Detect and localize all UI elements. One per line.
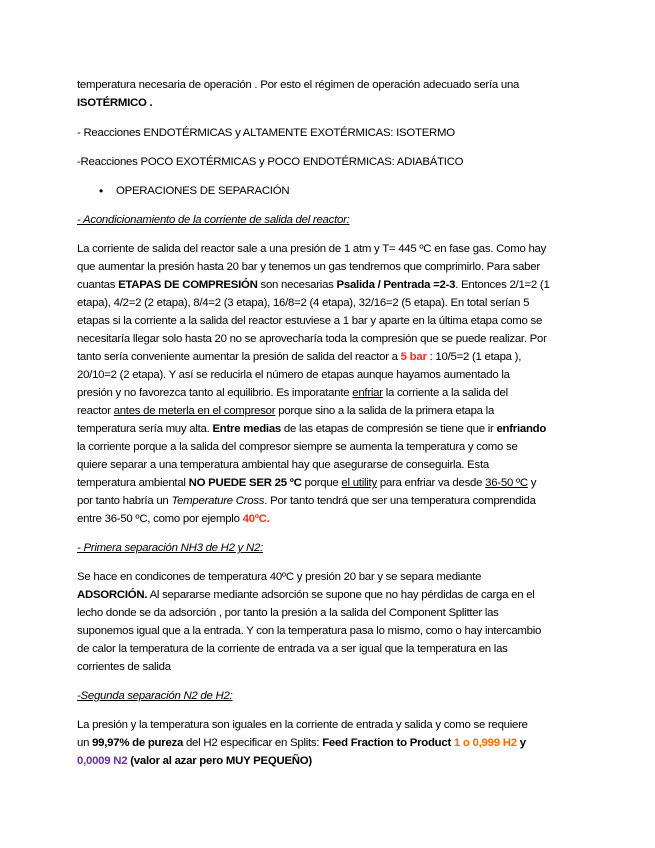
sec2-line: corrientes de salida xyxy=(77,661,171,673)
bullet-dot-icon: • xyxy=(99,184,103,198)
sec1-line: entre 36-50 ºC, como por ejemplo 40ºC. xyxy=(77,513,270,525)
sec3-line: un 99,97% de pureza del H2 especificar en Splits: Feed Fraction to Product 1 o 0,999 H2 y xyxy=(77,737,526,749)
sec1-line: por tanto habría un Temperature Cross. Por tanto tendrá que ser una temperatura comprendida xyxy=(77,495,536,507)
sec1-line: presión y no favorezca tanto al equilibrio. Es imporatante enfriar la corriente a la salida del xyxy=(77,387,508,399)
sec1-line: reactor antes de meterla en el compresor porque sino a la salida de la primera etapa la xyxy=(77,405,495,417)
sec2-line: Se hace en condicones de temperatura 40ºC y presión 20 bar y se separa mediante xyxy=(77,571,482,583)
sec1-line: etapa), 4/2=2 (2 etapa), 8/4=2 (3 etapa), 16/8=2 (4 etapa), 32/16=2 (5 etapa). En total serían 5 xyxy=(77,297,530,309)
sec2-line: de calor la temperatura de la corriente de entrada va a ser igual que la temperatura en las xyxy=(77,643,508,655)
sec1-line: temperatura ambiental NO PUEDE SER 25 ºC porque el utility para enfriar va desde 36-50 ºC y xyxy=(77,477,537,489)
sec1-line: que aumentar la presión hasta 20 bar y tenemos un gas tendremos que comprimirlo. Para saber xyxy=(77,261,540,273)
sec3-heading: -Segunda separación N2 de H2: xyxy=(77,690,233,702)
sec2-line: lecho donde se da adsorción , por tanto la presión a la salida del Component Splitter las xyxy=(77,607,499,619)
rule-adiabatico: -Reacciones POCO EXOTÉRMICAS y POCO ENDOTÉRMICAS: ADIABÁTICO xyxy=(77,156,464,168)
intro-line-2: ISOTÉRMICO . xyxy=(77,97,153,109)
sec1-line: tanto sería conveniente aumentar la presión de salida del reactor a 5 bar : 10/5=2 (1 etapa ), xyxy=(77,351,522,363)
sec1-line: cuantas ETAPAS DE COMPRESIÓN son necesarias Psalida / Pentrada =2-3. Entonces 2/1=2 (1 xyxy=(77,279,550,291)
intro-line-1: temperatura necesaria de operación . Por esto el régimen de operación adecuado sería una xyxy=(77,79,520,91)
sec1-line: temperatura sería muy alta. Entre medias de las etapas de compresión se tiene que ir enfriando xyxy=(77,423,547,435)
rule-isotermo: - Reacciones ENDOTÉRMICAS y ALTAMENTE EXOTÉRMICAS: ISOTERMO xyxy=(77,127,455,139)
sec1-line: 20/10=2 (2 etapa). Y así se reducirla el número de etapas aunque hayamos aumentado la xyxy=(77,369,510,381)
sec2-line: ADSORCIÓN. Al separarse mediante adsorción se supone que no hay pérdidas de carga en el xyxy=(77,589,535,601)
sec3-line: 0,0009 N2 (valor al azar pero MUY PEQUEÑO) xyxy=(77,755,312,767)
sec2-line: suponemos igual que a la entrada. Y con la temperatura pasa lo mismo, como o hay intercambio xyxy=(77,625,542,637)
sec1-line: quiere separar a una temperatura ambiental hay que asegurarse de conseguirla. Esta xyxy=(77,459,489,471)
sec1-heading: - Acondicionamiento de la corriente de salida del reactor: xyxy=(77,214,350,226)
sec1-line: etapas si la corriente a la salida del reactor estuviese a 1 bar y aparte en la última etapa como se xyxy=(77,315,543,327)
section-title-separation: OPERACIONES DE SEPARACIÓN xyxy=(116,185,290,197)
sec1-line: La corriente de salida del reactor sale a una presión de 1 atm y T= 445 ºC en fase gas. Como hay xyxy=(77,243,547,255)
sec3-line: La presión y la temperatura son iguales en la corriente de entrada y salida y como se requiere xyxy=(77,719,528,731)
sec2-heading: - Primera separación NH3 de H2 y N2: xyxy=(77,542,263,554)
sec1-line: necesitaría llegar solo hasta 20 no se aprovecharía toda la compresión que se puede realizar. Por xyxy=(77,333,547,345)
sec1-line: la corriente porque a la salida del compresor siempre se aumenta la temperatura y como se xyxy=(77,441,518,453)
